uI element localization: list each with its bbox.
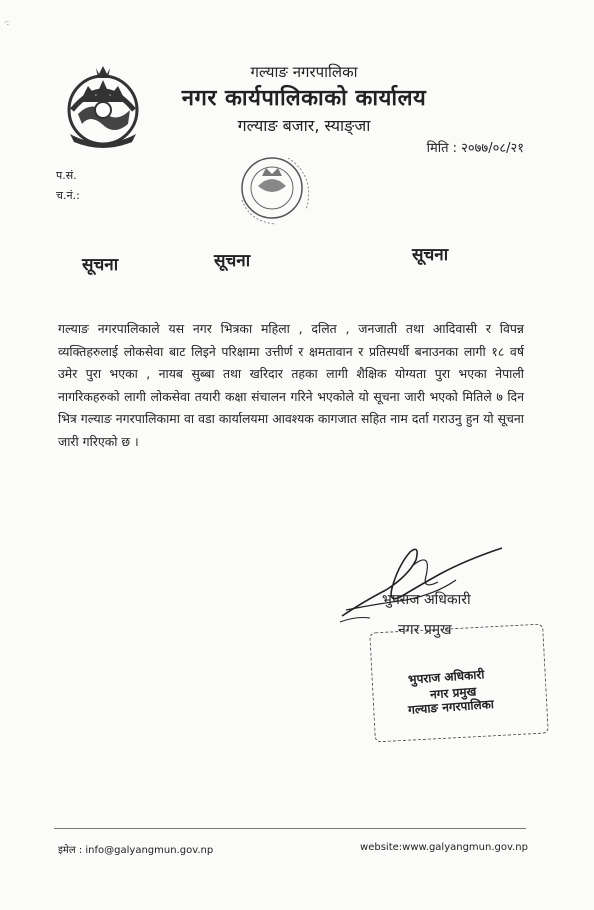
letter-date: मिति : २०७७/०८/२१	[426, 141, 524, 156]
office-address: गल्याङ बजार, स्याङ्जा	[237, 116, 371, 135]
notice-body: गल्याङ नगरपालिकाले यस नगर भित्रका महिला , दलित , जनजाती तथा आदिवासी र विपन्न व्यक्तिहरुलाई लोकसेवा बाट लिइने परिक्षामा उत्तीर्ण र क्षमतावान र प्रतिस्पर्धी बनाउनका लागी १८ वर्ष उमेर पुरा भएका , नायब सुब्बा तथा खरिदार तहका लागी शैक्षिक योग्यता पुरा भएका नेपाली नागरिकहरुको लागी लोकसेवा तयारी कक्षा संचालन गरिने भएकोले यो सूचना जारी भएको मितिले ७ दिन भित्र गल्याङ नगरपालिकामा वा वडा कार्यालयमा आवश्यक कागजात सहित नाम दर्ता गराउनु हुन यो सूचना जारी गरिएको छ ।	[58, 321, 524, 449]
footer-email: इमेल : info@galyangmun.gov.np	[58, 845, 214, 856]
municipality-name: गल्याङ नगरपालिका	[250, 63, 358, 81]
notice-title-2: सूचना	[214, 251, 251, 271]
notice-title-3: सूचना	[412, 245, 449, 265]
signatory-name: भुपराज अधिकारी	[382, 592, 471, 608]
footer-divider	[54, 828, 526, 829]
office-stamp-icon	[228, 146, 324, 232]
handwritten-signature	[336, 530, 508, 630]
footer-website: website:www.galyangmun.gov.np	[360, 842, 528, 853]
seal-title: नगर प्रमुख	[429, 684, 477, 702]
reference-number-label: प.सं.	[56, 169, 77, 182]
signatory-title: नगर प्रमुख	[398, 622, 452, 638]
office-name: नगर कार्यपालिकाको कार्यालय	[181, 86, 427, 111]
seal-name: भुपराज अधिकारी	[407, 667, 485, 687]
notice-title-1: सूचना	[82, 255, 119, 275]
scan-mark: ·:	[4, 18, 10, 27]
seal-office: गल्याङ नगरपालिका	[407, 697, 495, 717]
dispatch-number-label: च.नं.:	[56, 189, 80, 202]
